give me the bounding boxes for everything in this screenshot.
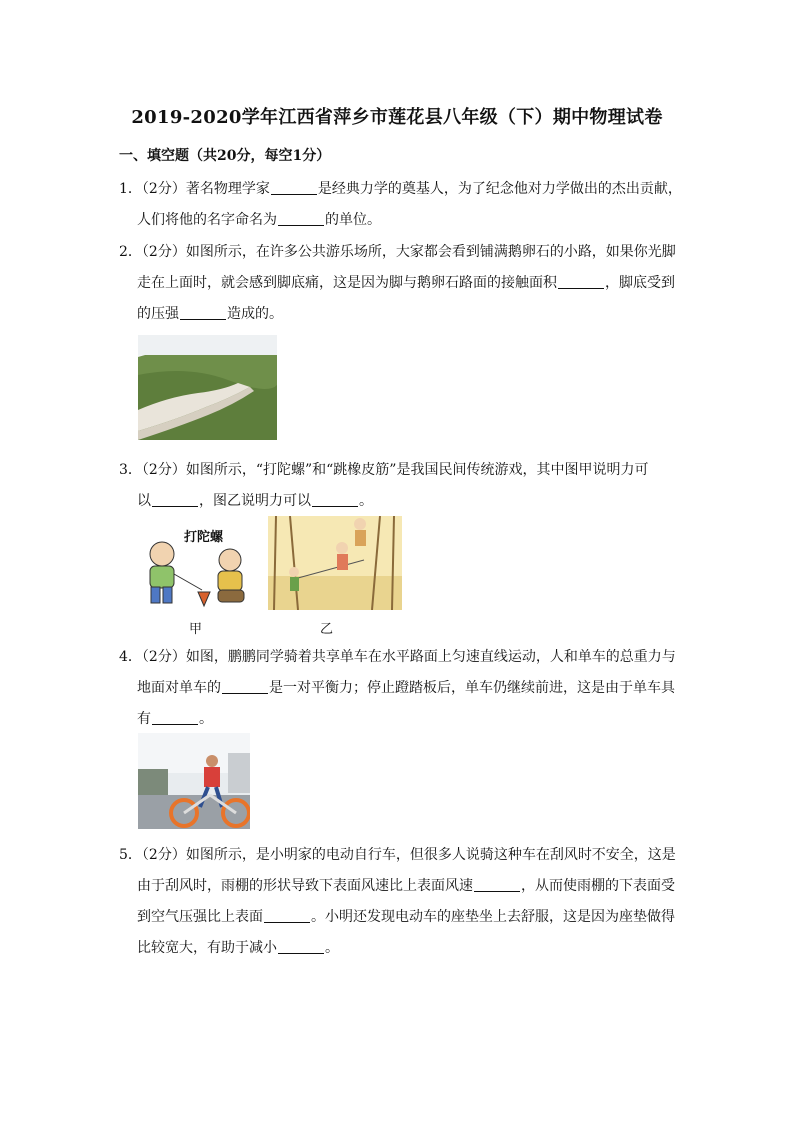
text: 的单位。 [325, 212, 381, 228]
question-2-line-2 [137, 272, 675, 292]
answer-blank[interactable] [180, 318, 226, 320]
answer-blank[interactable] [474, 890, 520, 892]
caption-yi: 乙 [320, 622, 334, 637]
question-2-line-3 [137, 303, 283, 323]
question-5-line-1: 5．（2分）如图所示，是小明家的电动自行车，但很多人说骑这种车在刮风时不安全，这是 [119, 847, 676, 863]
answer-blank[interactable] [558, 287, 604, 289]
text: ，脚底受到 [605, 275, 675, 291]
text: ，从而使雨棚的下表面受 [521, 878, 675, 894]
text: 是一对平衡力；停止蹬踏板后，单车仍继续前进，这是由于单车具 [269, 680, 675, 696]
text: 造成的。 [227, 306, 283, 322]
figure-label: 打陀螺 [184, 530, 224, 545]
question-1-line-2 [137, 209, 381, 229]
question-5-line-4 [137, 937, 339, 957]
question-5-line-3 [137, 906, 675, 926]
answer-blank[interactable] [278, 952, 324, 954]
answer-blank[interactable] [152, 505, 198, 507]
text: 由于刮风时，雨棚的形状导致下表面风速比上表面风速 [137, 878, 473, 894]
answer-blank[interactable] [278, 224, 324, 226]
text: 的压强 [137, 306, 179, 322]
text: 。 [199, 711, 213, 727]
question-3-line-2 [137, 490, 373, 510]
text: 到空气压强比上表面 [137, 909, 263, 925]
text: 1．（2分）著名物理学家 [119, 181, 270, 197]
text: 以 [137, 493, 151, 509]
text: 有 [137, 711, 151, 727]
text: 。小明还发现电动车的座垫坐上去舒服，这是因为座垫做得 [311, 909, 675, 925]
text: 。 [359, 493, 373, 509]
question-5-line-2 [137, 875, 675, 895]
page-title: 2019-2020学年江西省萍乡市莲花县八年级（下）期中物理试卷 [131, 107, 663, 128]
rubber-band-jump-image [268, 516, 402, 610]
text: ，图乙说明力可以 [199, 493, 311, 509]
section-heading: 一、填空题（共20分，每空1分） [119, 148, 331, 164]
pebble-path-image [138, 335, 277, 440]
question-2-line-1: 2．（2分）如图所示，在许多公共游乐场所，大家都会看到铺满鹅卵石的小路，如果你光脚 [119, 244, 676, 260]
bicycle-rider-image [138, 733, 250, 829]
question-4-line-2 [137, 677, 675, 697]
answer-blank[interactable] [264, 921, 310, 923]
text: 是经典力学的奠基人，为了纪念他对力学做出的杰出贡献， [317, 181, 682, 197]
question-4-line-1: 4．（2分）如图，鹏鹏同学骑着共享单车在水平路面上匀速直线运动，人和单车的总重力与 [119, 649, 676, 665]
text: 人们将他的名字命名为 [137, 212, 277, 228]
answer-blank[interactable] [152, 723, 198, 725]
text: 走在上面时，就会感到脚底痛，这是因为脚与鹅卵石路面的接触面积 [137, 275, 557, 291]
question-4-line-3 [137, 708, 213, 728]
answer-blank[interactable] [222, 692, 268, 694]
question-3-line-1: 3．（2分）如图所示，“打陀螺”和“跳橡皮筋”是我国民间传统游戏，其中图甲说明力可 [119, 462, 649, 478]
answer-blank[interactable] [312, 505, 358, 507]
answer-blank[interactable] [271, 193, 317, 195]
question-1-line-1 [119, 178, 682, 198]
text: 比较宽大，有助于减小 [137, 940, 277, 956]
caption-jia: 甲 [189, 622, 203, 637]
text: 地面对单车的 [137, 680, 221, 696]
text: 。 [325, 940, 339, 956]
